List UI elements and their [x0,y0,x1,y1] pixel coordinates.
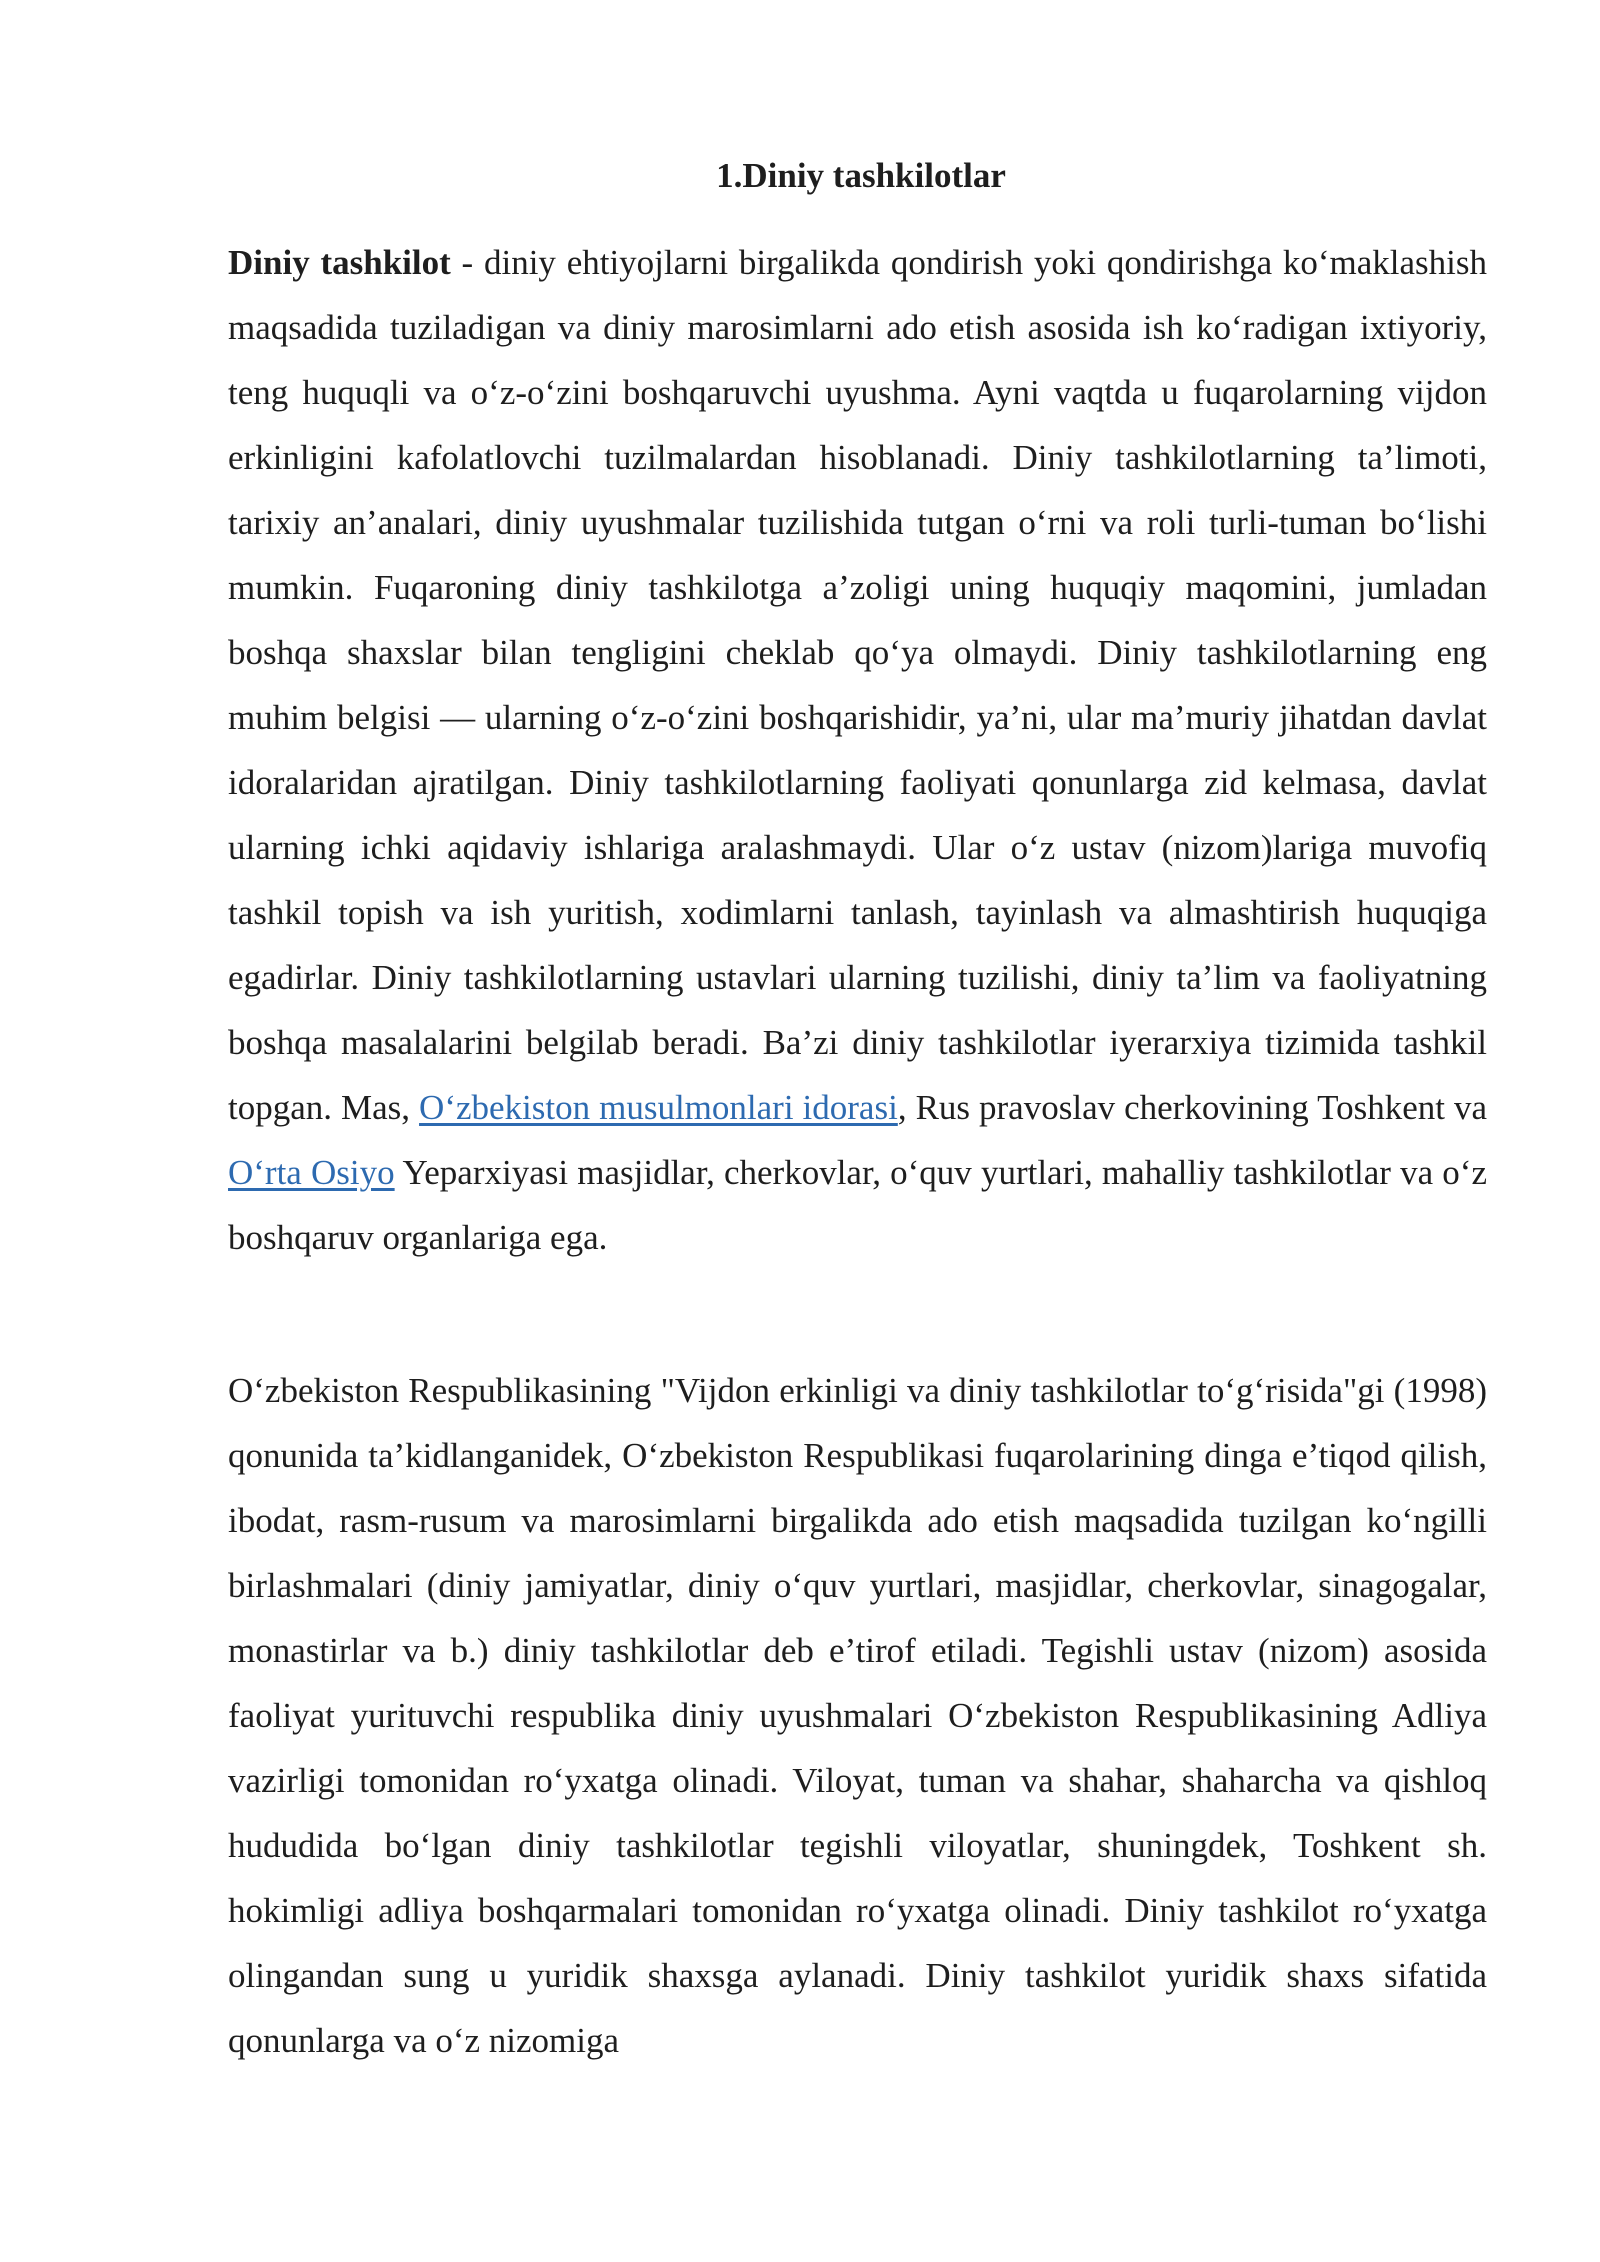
paragraph-text-segment: - diniy ehtiyojlarni birgalikda qondirish yoki qondirishga ko‘maklashish maqsadida tuziladigan va diniy marosimlarni ado etish asosida ish ko‘radigan ixtiyoriy, teng huquqli va o‘z-o‘zini boshqaruvchi uyushma. Ayni vaqtda u fuqarolarning vijdon erkinligini kafolatlovchi tuzilmalardan hisoblanadi. Diniy tashkilotlarning ta’limoti, tarixiy an’analari, diniy uyushmalar tuzilishida tutgan o‘rni va roli turli-tuman bo‘lishi mumkin. Fuqaroning diniy tashkilotga a’zoligi uning huquqiy maqomini, jumladan boshqa shaxslar bilan tengligini cheklab qo‘ya olmaydi. Diniy tashkilotlarning eng muhim belgisi — ularning o‘z-o‘zini boshqarishidir, ya’ni, ular ma’muriy jihatdan davlat idoralaridan ajratilgan. Diniy tashkilotlarning faoliyati qonunlarga zid kelmasa, davlat ularning ichki aqidaviy ishlariga aralashmaydi. Ular o‘z ustav (nizom)lariga muvofiq tashkil topish va ish yuritish, xodimlarni tanlash, tayinlash va almashtirish huquqiga egadirlar. Diniy tashkilotlarning ustavlari ularning tuzilishi, diniy ta’lim va faoliyatning boshqa masalalarini belgilab beradi. Ba’zi diniy tashkilotlar iyerarxiya tizimida tashkil topgan. Mas, [228,243,1488,1127]
paragraph-definition [228,230,1487,1270]
page-title: 1.Diniy tashkilotlar [716,156,1006,195]
paragraph-text-segment: Yeparxiyasi masjidlar, cherkovlar, o‘quv yurtlari, mahalliy tashkilotlar va o‘z boshqaruv organlariga ega. [228,1153,1487,1257]
paragraph-text-segment: , Rus pravoslav cherkovining Toshkent va [897,1088,1487,1127]
paragraph-law: O‘zbekiston Respublikasining "Vijdon erkinligi va diniy tashkilotlar to‘g‘risida"gi (1998) qonunida ta’kidlanganidek, O‘zbekiston Respublikasi fuqarolarining dinga e’tiqod qilish, ibodat, rasm-rusum va marosimlarni birgalikda ado etish maqsadida tuzilgan ko‘ngilli birlashmalari (diniy jamiyatlar, diniy o‘quv yurtlari, masjidlar, cherkovlar, sinagogalar, monastirlar va b.) diniy tashkilotlar deb e’tirof etiladi. Tegishli ustav (nizom) asosida faoliyat yurituvchi respublika diniy uyushmalari O‘zbekiston Respublikasining Adliya vazirligi tomonidan ro‘yxatga olinadi. Viloyat, tuman va shahar, shaharcha va qishloq hududida bo‘lgan diniy tashkilotlar tegishli viloyatlar, shuningdek, Toshkent sh. hokimligi adliya boshqarmalari tomonidan ro‘yxatga olinadi. Diniy tashkilot ro‘yxatga olingandan sung u yuridik shaxsga aylanadi. Diniy tashkilot yuridik shaxs sifatida qonunlarga va o‘z nizomiga [228,1371,1487,2060]
link-uzbekistan-muslims-board[interactable]: O‘zbekiston musulmonlari idorasi [419,1088,898,1127]
defined-term: Diniy tashkilot [228,243,451,282]
link-central-asia[interactable]: O‘rta Osiyo [228,1153,395,1192]
